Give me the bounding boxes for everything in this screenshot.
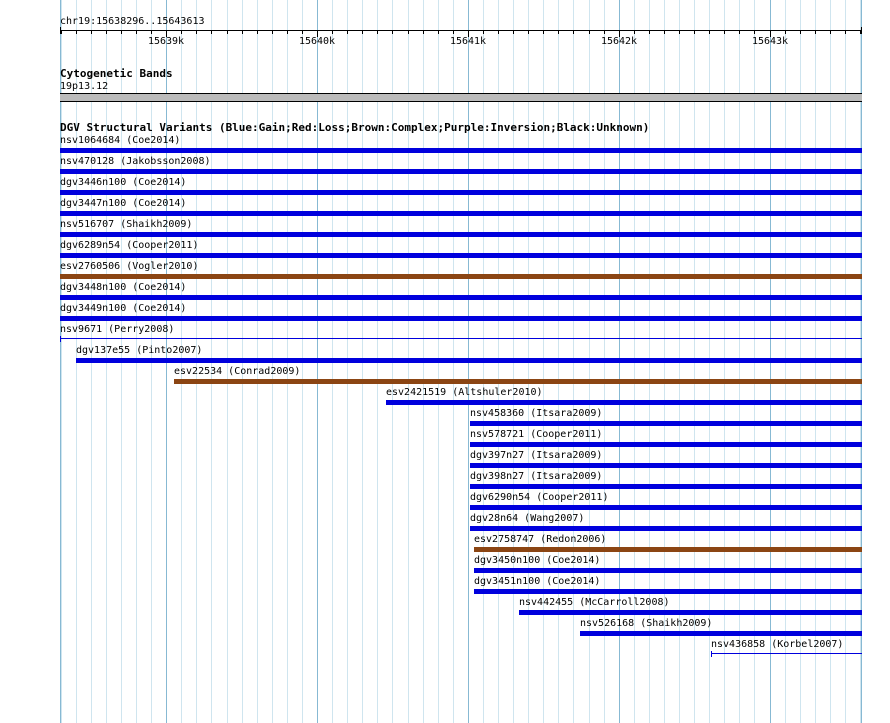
dgv-variant-row[interactable] — [60, 156, 862, 175]
dgv-variant-label: dgv3450n100 (Coe2014) — [474, 555, 601, 566]
ruler-range-label: chr19:15638296..15643613 — [60, 16, 205, 27]
dgv-variant-bar[interactable] — [474, 589, 862, 594]
cytoband-track-title: Cytogenetic Bands — [60, 67, 173, 80]
dgv-track-title: DGV Structural Variants (Blue:Gain;Red:Loss;Brown:Complex;Purple:Inversion;Black:Unknown) — [60, 121, 650, 134]
ruler-tick-label: 15642k — [600, 36, 638, 47]
dgv-variant-bar[interactable] — [470, 463, 862, 468]
dgv-variant-label: esv2421519 (Altshuler2010) — [386, 387, 543, 398]
dgv-variant-label: dgv6289n54 (Cooper2011) — [60, 240, 199, 251]
dgv-variant-row[interactable] — [519, 597, 862, 616]
dgv-variant-start-cap — [711, 651, 712, 657]
dgv-variant-row[interactable] — [474, 534, 862, 553]
dgv-variant-bar[interactable] — [60, 190, 862, 195]
dgv-variant-bar[interactable] — [470, 421, 862, 426]
dgv-variant-row[interactable] — [470, 513, 862, 532]
dgv-variant-label: nsv442455 (McCarroll2008) — [519, 597, 670, 608]
dgv-variant-label: dgv397n27 (Itsara2009) — [470, 450, 603, 461]
dgv-variant-bar[interactable] — [60, 232, 862, 237]
dgv-variant-row[interactable] — [60, 177, 862, 196]
dgv-variant-label: dgv137e55 (Pinto2007) — [76, 345, 203, 356]
dgv-variant-row[interactable] — [60, 324, 862, 343]
dgv-variant-bar[interactable] — [76, 358, 862, 363]
dgv-variant-row[interactable] — [580, 618, 862, 637]
dgv-variant-label: esv2758747 (Redon2006) — [474, 534, 607, 545]
dgv-variant-span[interactable] — [60, 338, 862, 339]
cytoband-label: 19p13.12 — [60, 81, 109, 92]
dgv-variant-bar[interactable] — [60, 148, 862, 153]
dgv-variant-label: dgv28n64 (Wang2007) — [470, 513, 585, 524]
dgv-variant-row[interactable] — [474, 576, 862, 595]
dgv-variant-bar[interactable] — [580, 631, 862, 636]
dgv-variant-bar[interactable] — [470, 505, 862, 510]
dgv-variant-label: esv22534 (Conrad2009) — [174, 366, 301, 377]
dgv-variant-label: dgv398n27 (Itsara2009) — [470, 471, 603, 482]
dgv-variant-label: nsv458360 (Itsara2009) — [470, 408, 603, 419]
dgv-variant-label: nsv1064684 (Coe2014) — [60, 135, 181, 146]
dgv-variant-label: nsv526168 (Shaikh2009) — [580, 618, 713, 629]
dgv-variant-row[interactable] — [60, 219, 862, 238]
dgv-variant-row[interactable] — [470, 429, 862, 448]
dgv-variant-bar[interactable] — [60, 169, 862, 174]
dgv-variant-bar[interactable] — [60, 316, 862, 321]
dgv-variant-label: dgv6290n54 (Cooper2011) — [470, 492, 609, 503]
dgv-variant-row[interactable] — [76, 345, 862, 364]
dgv-variant-row[interactable] — [470, 408, 862, 427]
dgv-variant-bar[interactable] — [60, 274, 862, 279]
ruler-tick-label: 15643k — [751, 36, 789, 47]
dgv-variant-bar[interactable] — [474, 568, 862, 573]
dgv-variant-row[interactable] — [60, 240, 862, 259]
dgv-variant-bar[interactable] — [474, 547, 862, 552]
dgv-variant-label: nsv436858 (Korbel2007) — [711, 639, 844, 650]
dgv-variant-bar[interactable] — [470, 442, 862, 447]
dgv-variant-row[interactable] — [474, 555, 862, 574]
dgv-variant-bar[interactable] — [60, 253, 862, 258]
dgv-variant-row[interactable] — [386, 387, 862, 406]
ruler-tick-label: 15640k — [298, 36, 336, 47]
dgv-variant-label: nsv516707 (Shaikh2009) — [60, 219, 193, 230]
dgv-variant-label: dgv3448n100 (Coe2014) — [60, 282, 187, 293]
dgv-variant-bar[interactable] — [60, 295, 862, 300]
dgv-variant-row[interactable] — [174, 366, 862, 385]
dgv-variant-label: esv2760506 (Vogler2010) — [60, 261, 199, 272]
dgv-variant-row[interactable] — [470, 492, 862, 511]
dgv-variant-label: dgv3449n100 (Coe2014) — [60, 303, 187, 314]
dgv-variant-row[interactable] — [711, 639, 862, 658]
dgv-variant-label: nsv9671 (Perry2008) — [60, 324, 175, 335]
dgv-variant-row[interactable] — [60, 282, 862, 301]
dgv-variant-label: dgv3447n100 (Coe2014) — [60, 198, 187, 209]
dgv-variant-row[interactable] — [60, 261, 862, 280]
dgv-variant-bar[interactable] — [519, 610, 862, 615]
dgv-variant-bar[interactable] — [470, 526, 862, 531]
dgv-variant-bar[interactable] — [174, 379, 862, 384]
dgv-variant-bar[interactable] — [386, 400, 862, 405]
dgv-variant-row[interactable] — [470, 450, 862, 469]
dgv-variant-span[interactable] — [711, 653, 862, 654]
dgv-variant-label: dgv3446n100 (Coe2014) — [60, 177, 187, 188]
dgv-variant-bar[interactable] — [470, 484, 862, 489]
dgv-variant-row[interactable] — [60, 198, 862, 217]
dgv-variant-label: nsv578721 (Cooper2011) — [470, 429, 603, 440]
dgv-variant-bar[interactable] — [60, 211, 862, 216]
ruler-tick-label: 15641k — [449, 36, 487, 47]
dgv-variant-row[interactable] — [470, 471, 862, 490]
dgv-variant-row[interactable] — [60, 135, 862, 154]
dgv-variant-start-cap — [60, 336, 61, 342]
dgv-variant-label: nsv470128 (Jakobsson2008) — [60, 156, 211, 167]
dgv-variant-row[interactable] — [60, 303, 862, 322]
ruler-tick-label: 15639k — [147, 36, 185, 47]
dgv-variant-label: dgv3451n100 (Coe2014) — [474, 576, 601, 587]
